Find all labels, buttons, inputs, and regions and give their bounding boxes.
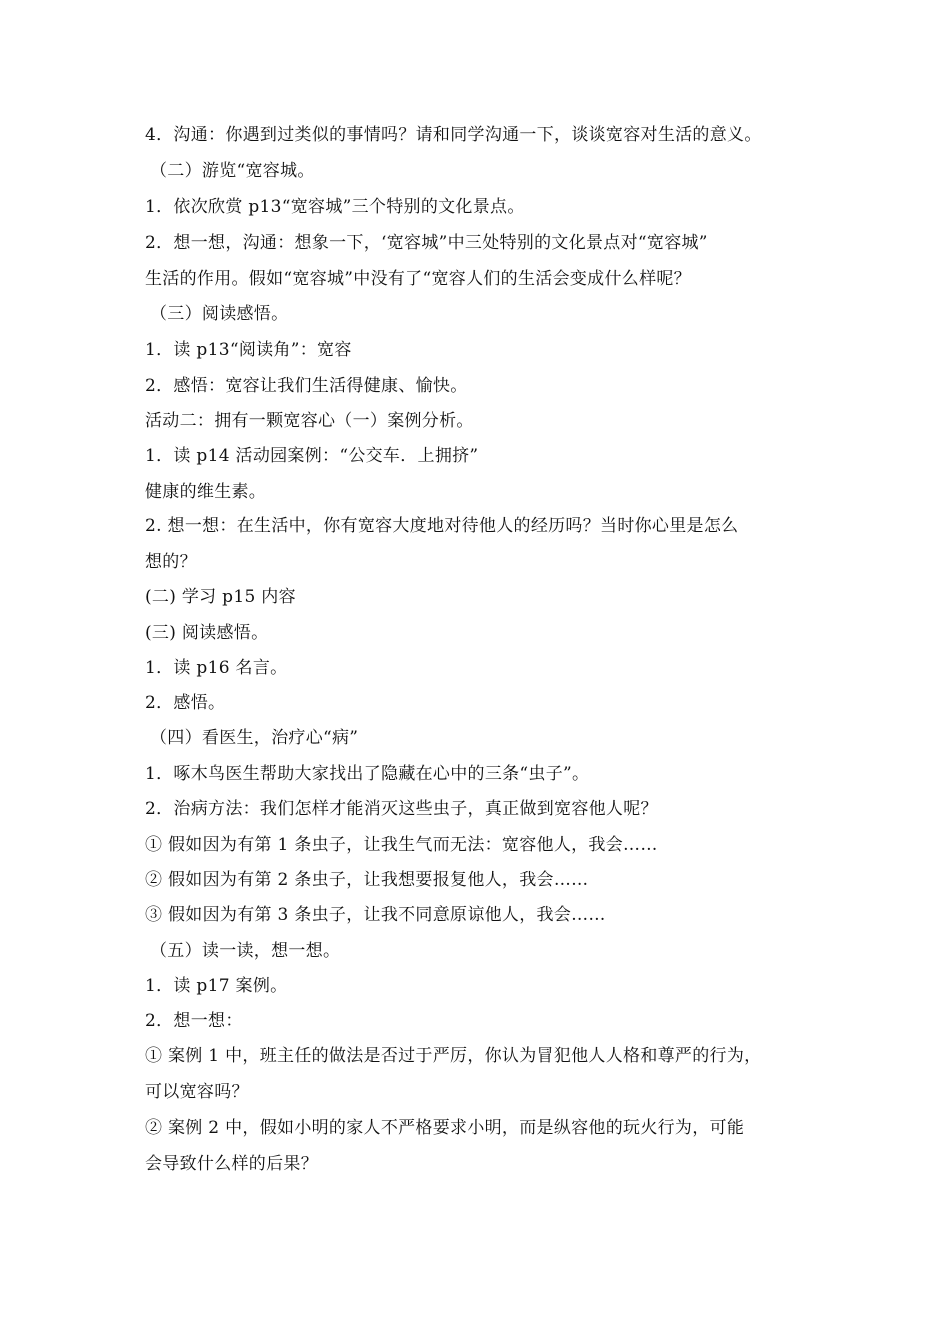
text-line: 2．治病方法：我们怎样才能消灭这些虫子，真正做到宽容他人呢？	[145, 799, 658, 819]
section-heading: (三) 阅读感悟。	[145, 623, 269, 643]
text-line: 2．想一想，沟通：想象一下，‘宽容城”中三处特别的文化景点对“宽容城”	[145, 233, 708, 253]
list-item: ② 案例 2 中，假如小明的家人不严格要求小明，而是纵容他的玩火行为，可能	[145, 1118, 745, 1138]
section-heading: (二) 学习 p15 内容	[145, 587, 296, 607]
text-line: 1．读 p16 名言。	[145, 658, 288, 678]
text-line: 2．想一想：	[145, 1011, 243, 1031]
text-line: 1．读 p13“阅读角”：宽容	[145, 340, 352, 360]
text-line: 1．读 p14 活动园案例：“公交车．上拥挤”	[145, 446, 479, 466]
section-heading: （二）游览“宽容城。	[150, 161, 315, 181]
list-item: 可以宽容吗？	[145, 1082, 249, 1102]
list-item: ① 案例 1 中，班主任的做法是否过于严厉，你认为冒犯他人人格和尊严的行为，	[145, 1046, 762, 1066]
text-line: 1．啄木鸟医生帮助大家找出了隐藏在心中的三条“虫子”。	[145, 764, 590, 784]
list-item: ③ 假如因为有第 3 条虫子，让我不同意原谅他人，我会……	[145, 905, 606, 925]
list-item: 会导致什么样的后果？	[145, 1154, 318, 1174]
text-line: 生活的作用。假如“宽容城”中没有了“宽容人们的生活会变成什么样呢？	[145, 269, 691, 289]
list-item: ① 假如因为有第 1 条虫子，让我生气而无法：宽容他人，我会……	[145, 835, 658, 855]
section-heading: （五）读一读，想一想。	[150, 941, 341, 961]
text-line: 4．沟通：你遇到过类似的事情吗？请和同学沟通一下，谈谈宽容对生活的意义。	[145, 125, 762, 145]
text-line: 1．依次欣赏 p13“宽容城”三个特别的文化景点。	[145, 197, 525, 217]
text-line: 2. 想一想：在生活中，你有宽容大度地对待他人的经历吗？当时你心里是怎么	[145, 516, 739, 536]
list-item: ② 假如因为有第 2 条虫子，让我想要报复他人，我会……	[145, 870, 589, 890]
section-heading: 活动二：拥有一颗宽容心（一）案例分析。	[145, 411, 474, 431]
text-line: 1．读 p17 案例。	[145, 976, 288, 996]
text-line: 健康的维生素。	[145, 482, 267, 502]
text-line: 2．感悟。	[145, 693, 226, 713]
section-heading: （三）阅读感悟。	[150, 304, 289, 324]
text-line: 2．感悟：宽容让我们生活得健康、愉快。	[145, 376, 468, 396]
text-line: 想的？	[145, 552, 197, 572]
section-heading: （四）看医生，治疗心“病”	[150, 728, 359, 748]
